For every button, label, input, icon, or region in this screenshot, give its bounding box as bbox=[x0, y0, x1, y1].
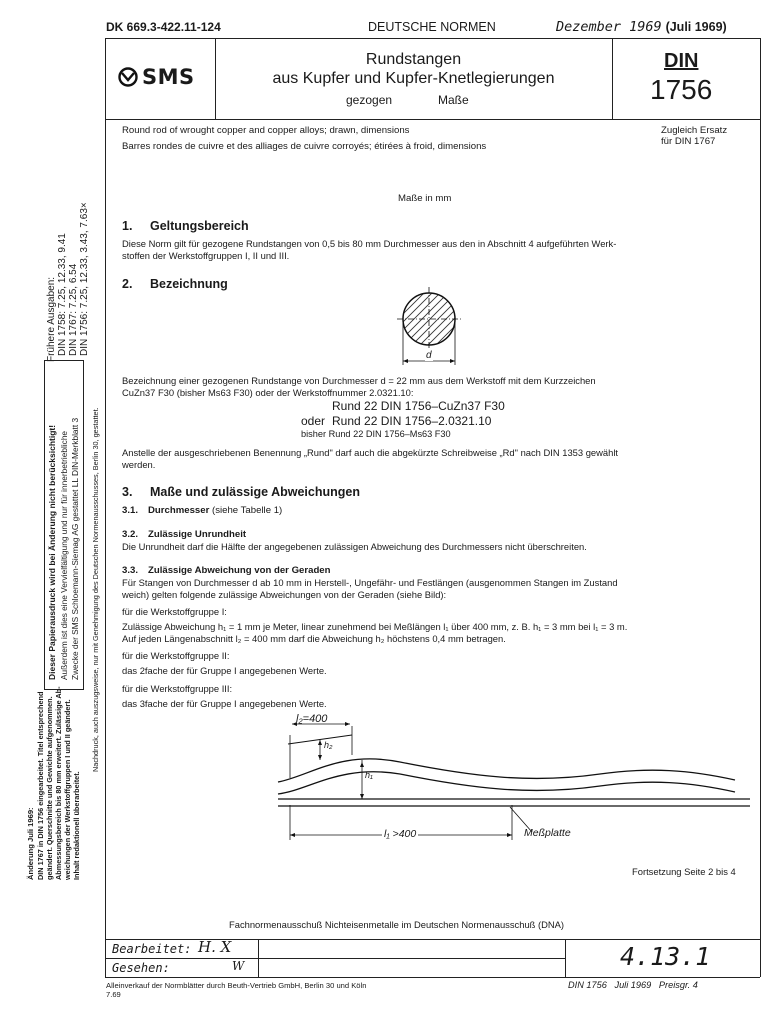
footer-mid-vline bbox=[565, 939, 566, 977]
paper-notice-1: Dieser Papierausdruck wird bei Änderung nicht berücksichtigt! bbox=[47, 424, 57, 680]
change-3: Abmessungsbereich bis 80 mm erweitert. Zulässige Ab- bbox=[54, 686, 63, 880]
cross-section-diagram bbox=[388, 283, 474, 369]
header-divider-right bbox=[612, 38, 613, 120]
group3-label: für die Werkstoffgruppe III: bbox=[122, 683, 233, 694]
section32-title: Zulässige Unrundheit bbox=[148, 529, 247, 540]
straightness-figure bbox=[270, 710, 760, 840]
footer-row-divider bbox=[105, 958, 565, 959]
section2-heading bbox=[122, 277, 228, 291]
title-line1: Rundstangen bbox=[365, 51, 462, 68]
section1-title: Geltungsbereich bbox=[150, 219, 249, 233]
group3-text: das 3fache der für Gruppe I angegebenen Werte. bbox=[122, 698, 327, 709]
section31-heading bbox=[122, 505, 282, 516]
paper-notice-2: Außerdem ist dies eine Vervielfältigung und nur für innerbetriebliche bbox=[59, 430, 69, 680]
edition-date-paren: (Juli 1969) bbox=[665, 20, 727, 34]
section2-text-line1: Bezeichnung einer gezogenen Rundstange von Durchmesser d = 22 mm aus dem Werkstoff mit dem Kurzzeichen bbox=[122, 375, 596, 386]
reprint-notice: Nachdruck, auch auszugsweise, nur mit Genehmigung des Deutschen Normenausschusses, Berlin 30, gestattet. bbox=[91, 407, 100, 772]
group2-text: das 2fache der für Gruppe I angegebenen Werte. bbox=[122, 665, 327, 676]
section32-number: 3.2. bbox=[122, 529, 139, 540]
english-title: Round rod of wrought copper and copper alloys; drawn, dimensions bbox=[122, 125, 410, 136]
history-3: DIN 1756: 7.25, 12.33, 3.43, 7.63× bbox=[79, 202, 90, 356]
section33-number: 3.3. bbox=[122, 565, 139, 576]
series-title: DEUTSCHE NORMEN bbox=[368, 20, 496, 34]
section1-text-line1: Diese Norm gilt für gezogene Rundstangen von 0,5 bis 80 mm Durchmesser aus den in Abschnitt 4 aufgeführten Werk- bbox=[122, 238, 617, 249]
fig-h2-label: h₂ bbox=[324, 740, 333, 750]
paper-notice-3: Zwecke der SMS Schloemann-Siemag AG gestattet LL DIN-Merkblatt 3 bbox=[70, 417, 80, 680]
change-1: DIN 1767 in DIN 1756 eingearbeitet. Titel entsprechend bbox=[36, 691, 45, 880]
fig-h1-label: h₁ bbox=[365, 770, 373, 780]
section1-heading bbox=[122, 219, 249, 233]
section2-title: Bezeichnung bbox=[150, 277, 228, 291]
bottom-right-ref: DIN 1756 Juli 1969 Preisgr. 4 bbox=[568, 980, 698, 990]
history-title: Frühere Ausgaben: bbox=[46, 276, 57, 362]
group1-label: für die Werkstoffgruppe I: bbox=[122, 606, 227, 617]
change-4: weichungen der Werkstoffgruppen I und II geändert. bbox=[63, 699, 72, 880]
sales-note: Alleinverkauf der Normblätter durch Beuth-Vertrieb GmbH, Berlin 30 und Köln bbox=[106, 981, 367, 990]
section32-text: Die Unrundheit darf die Hälfte der angegebenen zulässigen Abweichung des Durchmessers nicht überschreiten. bbox=[122, 541, 587, 552]
french-title: Barres rondes de cuivre et des alliages de cuivre corroyés; étirées à froid, dimensions bbox=[122, 141, 487, 152]
committee-line: Fachnormenausschuß Nichteisenmetalle im Deutschen Normenausschuß (DNA) bbox=[229, 919, 565, 930]
section3-heading bbox=[122, 485, 360, 499]
fig-plate-label: Meßplatte bbox=[524, 827, 571, 839]
section32-heading bbox=[122, 529, 246, 540]
section31-ref: (siehe Tabelle 1) bbox=[212, 505, 283, 516]
designation-example3: bisher Rund 22 DIN 1756–Ms63 F30 bbox=[301, 429, 451, 439]
edition-date bbox=[556, 18, 727, 35]
sms-logo-text: SMS bbox=[142, 65, 195, 89]
gesehen-signature: W bbox=[232, 959, 245, 973]
section31-title: Durchmesser bbox=[148, 505, 210, 516]
designation-oder: oder bbox=[301, 414, 326, 428]
sms-logo bbox=[118, 65, 204, 89]
units-note: Maße in mm bbox=[398, 193, 452, 204]
section33-heading bbox=[122, 565, 331, 576]
section1-text-line2: stoffen der Werkstoffgruppen I, II und III. bbox=[122, 250, 290, 261]
subtitle-masse: Maße bbox=[438, 93, 469, 107]
section2-note-line2: werden. bbox=[122, 459, 156, 470]
replaces-line1: Zugleich Ersatz bbox=[661, 125, 728, 136]
change-5: Inhalt redaktionell überarbeitet. bbox=[72, 771, 81, 880]
diameter-label: d bbox=[426, 350, 432, 361]
edition-date-main: Dezember 1969 bbox=[556, 19, 662, 35]
din-label: DIN bbox=[664, 50, 699, 72]
continuation-note: Fortsetzung Seite 2 bis 4 bbox=[632, 866, 736, 877]
section33-line1: Für Stangen von Durchmesser d ab 10 mm in Herstell-, Ungefähr- und Festlängen (ausgenommen Stangen im Zustand bbox=[122, 577, 618, 588]
section1-number: 1. bbox=[122, 219, 133, 233]
group1-line2: Auf jeden Längenabschnitt l₂ = 400 mm darf die Abweichung h₂ höchstens 0,4 mm betragen. bbox=[122, 633, 506, 644]
section2-note-line1: Anstelle der ausgeschriebenen Benennung „Rund" darf auch die abgekürzte Schreibweise „Rd" nach DIN 1353 gewählt bbox=[122, 447, 619, 458]
dk-number: DK 669.3-422.11-124 bbox=[106, 20, 221, 34]
subtitle-gezogen: gezogen bbox=[346, 93, 393, 107]
content-frame-left bbox=[105, 120, 106, 940]
fig-l1-label: l₁ >400 bbox=[384, 828, 417, 840]
section3-number: 3. bbox=[122, 485, 133, 499]
footer-right-vline bbox=[760, 939, 761, 977]
designation-example2: Rund 22 DIN 1756–2.0321.10 bbox=[332, 414, 492, 428]
section3-title: Maße und zulässige Abweichungen bbox=[150, 485, 360, 499]
history-2: DIN 1767: 7.25, 6.54 bbox=[68, 263, 79, 356]
section2-number: 2. bbox=[122, 277, 133, 291]
straightness-figure-svg bbox=[270, 710, 760, 840]
title-line2: aus Kupfer und Kupfer-Knetlegierungen bbox=[272, 70, 555, 87]
bearbeitet-signature: H. X bbox=[198, 938, 232, 956]
section2-text-line2: CuZn37 F30 (bisher Ms63 F30) oder der Werkstoffnummer 2.0321.10: bbox=[122, 387, 414, 398]
sales-note-date: 7.69 bbox=[106, 990, 121, 999]
history-1: DIN 1758: 7.25, 12.33, 9.41 bbox=[57, 233, 68, 356]
change-title: Änderung Juli 1969: bbox=[26, 807, 35, 880]
group1-line1: Zulässige Abweichung h₁ = 1 mm je Meter, linear zunehmend bei Meßlängen l₁ über 400 mm, z. B. h₁ = 3 mm bei l₁ = 3 m. bbox=[122, 621, 628, 632]
bearbeitet-label: Bearbeitet: bbox=[112, 942, 192, 956]
section33-line2: weich) gelten folgende zulässige Abweichungen von der Geraden (siehe Bild): bbox=[122, 589, 447, 600]
section31-number: 3.1. bbox=[122, 505, 139, 516]
replaces-line2: für DIN 1767 bbox=[661, 136, 716, 147]
din-number: 1756 bbox=[650, 74, 713, 105]
footer-bottom-line bbox=[105, 977, 760, 978]
footer-sign-divider bbox=[258, 939, 259, 977]
group2-label: für die Werkstoffgruppe II: bbox=[122, 650, 230, 661]
change-2: geändert. Querschnitte und Gewichte aufgenommen. bbox=[45, 696, 54, 880]
section33-title: Zulässige Abweichung von der Geraden bbox=[148, 565, 331, 576]
fig-l2-label: l₂=400 bbox=[296, 713, 328, 725]
document-code: 4.13.1 bbox=[620, 942, 711, 971]
designation-example1: Rund 22 DIN 1756–CuZn37 F30 bbox=[332, 399, 505, 413]
gesehen-label: Gesehen: bbox=[112, 961, 170, 975]
content-frame-right bbox=[760, 120, 761, 940]
